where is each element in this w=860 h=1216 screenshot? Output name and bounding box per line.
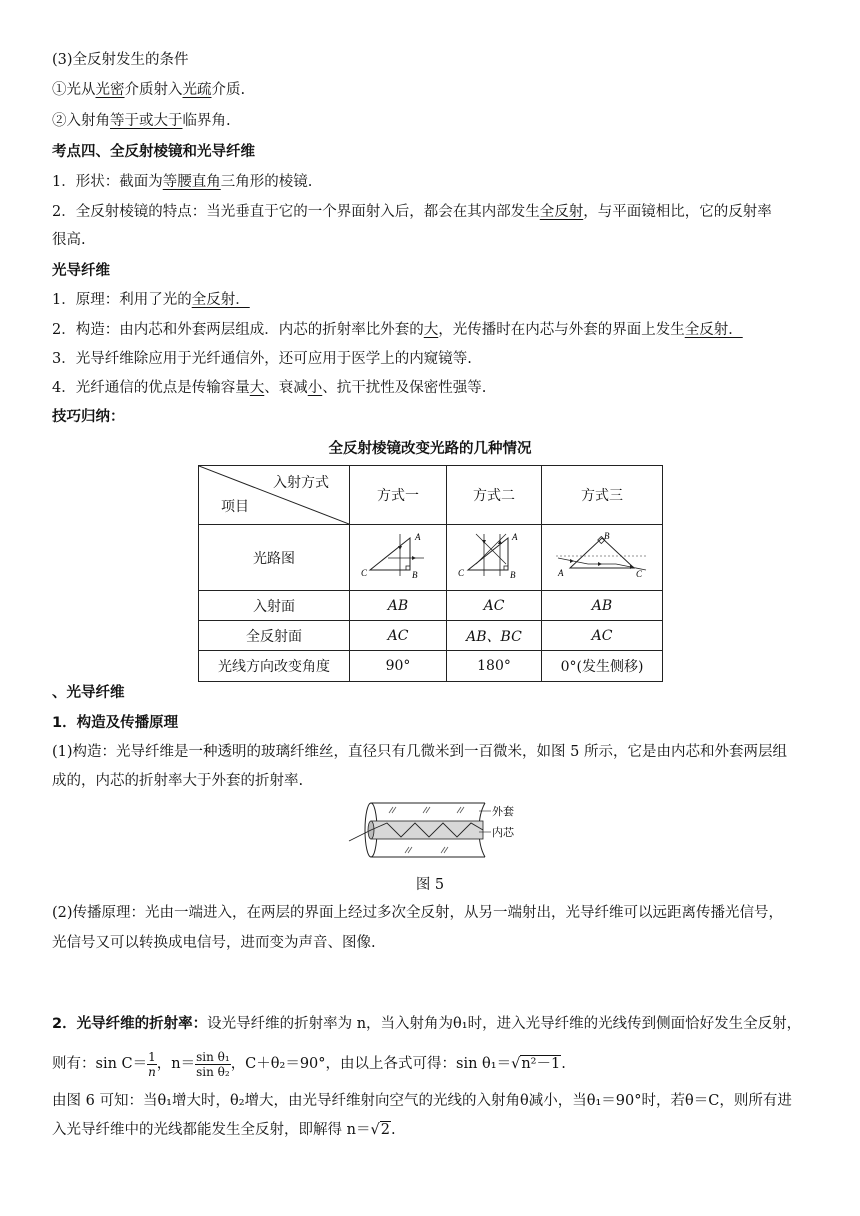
topic-heading: 考点四、全反射棱镜和光导纤维 — [52, 144, 255, 160]
corner-header-cell — [199, 466, 350, 525]
row-label: 光线方向改变角度 — [199, 651, 350, 682]
text: 设光导纤维的折射率为 n，当入射角为θ₁时，进入光导纤维的光线传到侧面恰好发生全反射， — [207, 1016, 802, 1032]
text: 介质. — [211, 82, 246, 98]
denominator: n — [148, 1064, 156, 1079]
prism-table — [198, 465, 663, 682]
lead-term: 2．光导纤维的折射率： — [52, 1016, 208, 1032]
condition-2 — [52, 111, 231, 131]
vertex-label-a: A — [558, 567, 564, 578]
vertex-label-c: C — [458, 567, 465, 578]
underlined-term: 全反射． — [684, 322, 743, 338]
text: 4．光纤通信的优点是传输容量 — [52, 380, 250, 396]
outer-cladding-label: 外套 — [492, 806, 514, 818]
section-heading: 、光导纤维 — [52, 685, 125, 701]
prism-diagram-2 — [454, 530, 534, 582]
paragraph: (1)构造：光导纤维是一种透明的玻璃纤维丝，直径只有几微米到一百微米，如图 5 所示，它是由内芯和外套两层组 — [52, 744, 787, 760]
table-cell: 0°(发生侧移) — [542, 651, 663, 682]
row-label: 全反射面 — [199, 621, 350, 651]
table-cell: 180° — [447, 651, 542, 682]
corner-bottom-label: 项目 — [221, 499, 249, 515]
text: 入光导纤维中的光线都能发生全反射，即解得 n＝ — [52, 1122, 371, 1138]
corner-top-label: 入射方式 — [273, 475, 329, 491]
sqrt-sign: √ — [511, 1056, 521, 1072]
numerator: sin θ₁ — [196, 1049, 230, 1064]
vertex-label-c: C — [636, 568, 643, 579]
text: . — [390, 1122, 396, 1138]
optical-fiber-figure — [345, 797, 530, 863]
light-path-diagram-2 — [447, 525, 542, 591]
row-label: 光路图 — [199, 525, 350, 591]
underlined-term: 大 — [423, 322, 439, 338]
vertex-label-b: B — [412, 569, 418, 580]
column-header: 方式二 — [447, 466, 542, 525]
text: 1．形状：截面为 — [52, 174, 163, 190]
underlined-term: 大 — [249, 380, 265, 396]
text: . — [561, 1056, 566, 1072]
table-cell: AB、BC — [447, 621, 542, 651]
paragraph-continuation: 光信号又可以转换成电信号，进而变为声音、图像. — [52, 935, 376, 951]
underlined-term: 等于或大于 — [110, 113, 183, 129]
paragraph — [52, 290, 250, 310]
table-cell: 90° — [350, 651, 447, 682]
vertex-label-b: B — [510, 569, 516, 580]
vertex-label-a: A — [512, 531, 518, 542]
paragraph-continuation: 很高. — [52, 232, 86, 248]
text: 1．原理：利用了光的 — [52, 292, 192, 308]
paragraph: 3．光导纤维除应用于光纤通信外，还可应用于医学上的内窥镜等. — [52, 351, 472, 367]
text: 则有：sin C＝ — [52, 1056, 148, 1072]
table-caption: 全反射棱镜改变光路的几种情况 — [328, 441, 532, 457]
paragraph — [52, 1014, 801, 1034]
denominator: sin θ₂ — [196, 1064, 230, 1079]
sqrt-content: n²－1 — [521, 1056, 561, 1072]
text: 三角形的棱镜. — [220, 174, 313, 190]
paragraph-continuation — [52, 1120, 396, 1140]
text: 临界角. — [182, 113, 231, 129]
text: 、衰减 — [264, 380, 308, 396]
table-cell: AB — [350, 591, 447, 621]
numerator: 1 — [148, 1049, 156, 1064]
column-header: 方式一 — [350, 466, 447, 525]
text: ，n＝ — [156, 1056, 196, 1072]
underlined-term: 全反射． — [191, 292, 250, 308]
vertex-label-b: B — [604, 530, 610, 541]
row-label: 入射面 — [199, 591, 350, 621]
vertex-label-c: C — [361, 567, 368, 578]
text: ①光从 — [52, 82, 96, 98]
text: 2．全反射棱镜的特点：当光垂直于它的一个界面射入后，都会在其内部发生 — [52, 204, 540, 220]
paragraph: (2)传播原理：光由一端进入，在两层的界面上经过多次全反射，从另一端射出，光导纤维可以远距离传播光信号， — [52, 905, 784, 921]
figure-caption: 图 5 — [415, 877, 445, 893]
text: ②入射角 — [52, 113, 110, 129]
prism-diagram-3 — [552, 530, 652, 582]
text: 、抗干扰性及保密性强等. — [322, 380, 487, 396]
subsection-heading: 光导纤维 — [52, 263, 110, 279]
fraction — [195, 1050, 231, 1079]
paragraph-continuation: 成的，内芯的折射率大于外套的折射率. — [52, 773, 304, 789]
table-cell: AC — [542, 621, 663, 651]
section-heading: (3)全反射发生的条件 — [52, 52, 189, 68]
formula-line — [52, 1044, 566, 1084]
underlined-term: 全反射 — [539, 204, 584, 220]
sqrt-content: 2 — [380, 1122, 390, 1138]
table-cell: AB — [542, 591, 663, 621]
underlined-term: 等腰直角 — [162, 174, 221, 190]
table-cell: AC — [350, 621, 447, 651]
paragraph — [52, 172, 312, 192]
table-cell: AC — [447, 591, 542, 621]
paragraph — [52, 202, 772, 222]
subsection-heading: 1．构造及传播原理 — [52, 715, 179, 731]
light-path-diagram-3 — [542, 525, 663, 591]
fraction — [147, 1050, 157, 1079]
text: 2．构造：由内芯和外套两层组成．内芯的折射率比外套的 — [52, 322, 424, 338]
light-path-diagram-1 — [350, 525, 447, 591]
underlined-term: 小 — [307, 380, 323, 396]
column-header: 方式三 — [542, 466, 663, 525]
text: ，C＋θ₂＝90°，由以上各式可得：sin θ₁＝ — [230, 1056, 512, 1072]
prism-diagram-1 — [358, 530, 438, 582]
underlined-term: 光密 — [95, 82, 125, 98]
paragraph: 由图 6 可知：当θ₁增大时，θ₂增大，由光导纤维射向空气的光线的入射角θ减小，当θ₁＝90°时，若θ＝C，则所有进 — [52, 1093, 792, 1109]
skills-heading: 技巧归纳： — [52, 409, 125, 425]
text: ，与平面镜相比，它的反射率 — [583, 204, 772, 220]
condition-1 — [52, 80, 245, 100]
paragraph — [52, 378, 486, 398]
sqrt-sign: √ — [370, 1122, 380, 1138]
paragraph — [52, 320, 743, 340]
vertex-label-a: A — [415, 531, 421, 542]
underlined-term: 光疏 — [182, 82, 212, 98]
text: 介质射入 — [124, 82, 183, 98]
text: ，光传播时在内芯与外套的界面上发生 — [438, 322, 685, 338]
inner-core-label: 内芯 — [492, 827, 514, 839]
